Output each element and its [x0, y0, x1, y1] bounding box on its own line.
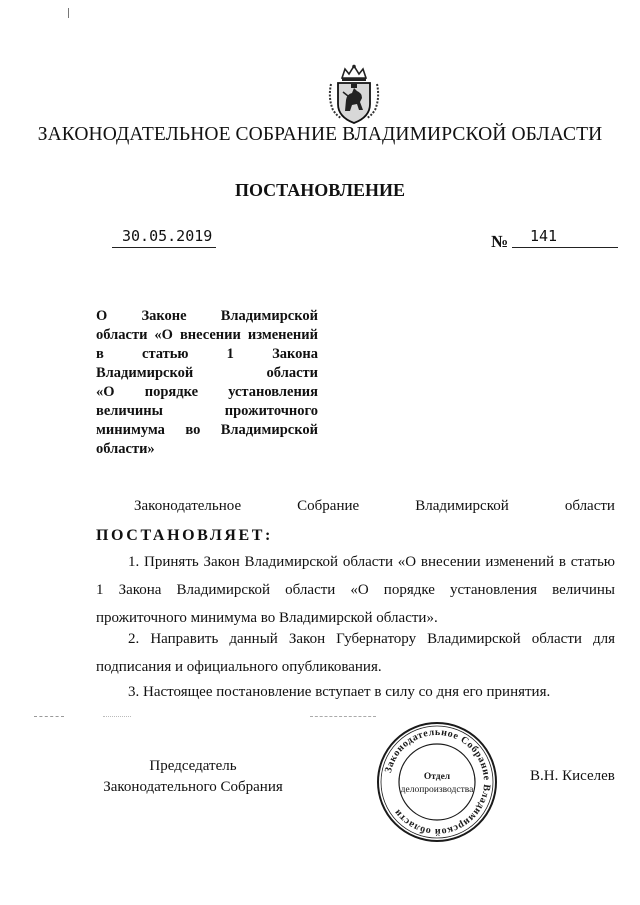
document-subject — [96, 307, 318, 459]
subject-line: Владимирской области — [96, 365, 318, 381]
position-line: Законодательного Собрания — [103, 779, 283, 795]
paragraph-text: 1. Принять Закон Владимирской области «О внесении изменений в статью 1 Закона Владимирской области «О порядке установления величины прожиточного минимума во Владимирской области». — [96, 554, 615, 626]
position-line: Председатель — [149, 758, 237, 774]
decree-heading: ПОСТАНОВЛЯЕТ: — [96, 527, 273, 544]
stamp-center-line: делопроизводства — [400, 785, 474, 795]
divider — [34, 716, 64, 717]
intro-word: Собрание — [297, 498, 360, 514]
stamp-center-line: Отдел — [423, 772, 451, 782]
intro-word: Законодательное — [134, 498, 242, 514]
number-underline — [512, 247, 618, 248]
intro-line — [134, 498, 615, 515]
paragraph-2 — [96, 625, 615, 681]
subject-line: области «О внесении изменений — [96, 327, 318, 343]
subject-line: минимума во Владимирской — [96, 422, 318, 438]
paragraph-text: 2. Направить данный Закон Губернатору Владимирской области для подписания и официального опубликования. — [96, 631, 615, 675]
divider — [310, 716, 376, 717]
subject-line: «О порядке установления — [96, 384, 318, 400]
subject-line: О Законе Владимирской — [96, 308, 318, 324]
paragraph-3 — [96, 678, 615, 706]
subject-line: величины прожиточного — [96, 403, 318, 419]
organization-title: ЗАКОНОДАТЕЛЬНОЕ СОБРАНИЕ ВЛАДИМИРСКОЙ ОБЛАСТИ — [37, 124, 603, 145]
stamp-ring-text: Законодательное Собрание Владимирской области — [382, 726, 493, 838]
intro-word: Владимирской — [415, 498, 509, 514]
subject-line: в статью 1 Закона — [96, 346, 318, 362]
document-date: 30.05.2019 — [122, 227, 213, 245]
signatory-name: В.Н. Киселев — [530, 768, 615, 784]
paragraph-text: 3. Настоящее постановление вступает в силу со дня его принятия. — [128, 684, 551, 700]
document-number: 141 — [530, 227, 558, 245]
intro-word: области — [564, 498, 615, 514]
signatory-position — [98, 756, 288, 798]
date-underline — [112, 247, 216, 248]
divider — [103, 716, 131, 717]
coat-of-arms-icon — [327, 64, 381, 126]
official-stamp — [376, 721, 498, 843]
number-label: № — [491, 232, 509, 251]
document-type-title: ПОСТАНОВЛЕНИЕ — [234, 180, 406, 200]
subject-line: области» — [96, 441, 155, 457]
paragraph-1 — [96, 548, 615, 632]
scan-mark — [68, 8, 69, 18]
